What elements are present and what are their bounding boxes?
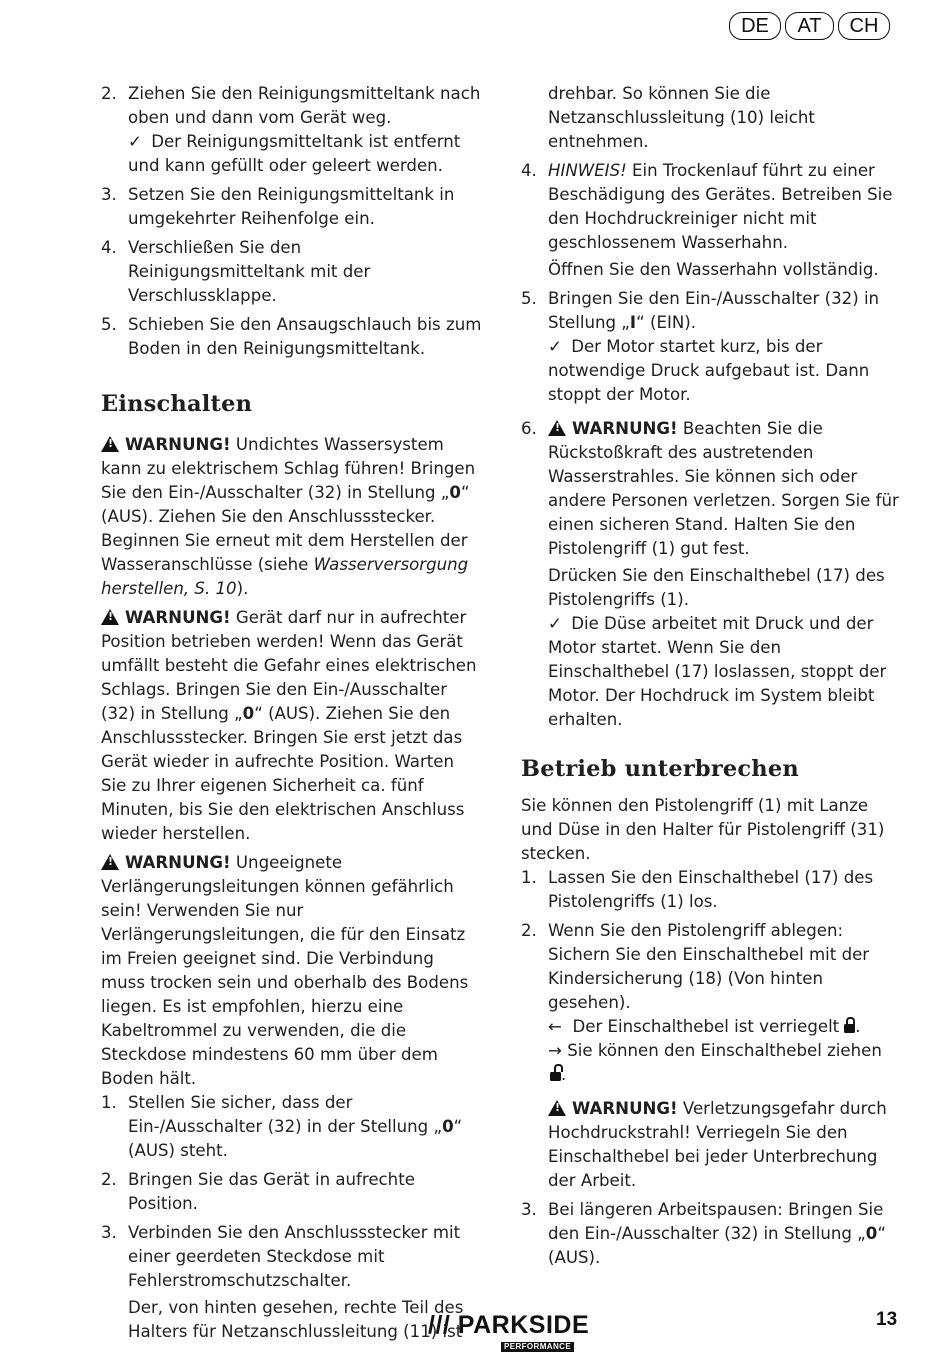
unlock-text: Sie können den Einschalthebel ziehen bbox=[567, 1041, 882, 1060]
section-heading-betrieb-unterbrechen: Betrieb unterbrechen bbox=[521, 756, 799, 782]
list-text: Bei längeren Arbeitspausen: Bringen Sie den Ein-/Ausschalter (32) in Stellung „ bbox=[548, 1200, 884, 1243]
list-text: Bringen Sie den Ein-/Ausschalter (32) in Stellung „ bbox=[548, 289, 880, 332]
warning-triangle-icon bbox=[101, 609, 119, 625]
list-item bbox=[521, 1198, 903, 1270]
punctuation: . bbox=[855, 1017, 861, 1036]
intro-paragraph: Sie können den Pistolengriff (1) mit Lanze und Düse in den Halter für Pistolengriff (31) stecken. bbox=[521, 796, 885, 863]
list-text: Verschließen Sie den Reinigungsmitteltank mit der Verschlussklappe. bbox=[128, 238, 371, 305]
arrow-left-icon: ← bbox=[548, 1017, 562, 1036]
result-line bbox=[521, 335, 903, 407]
warning-triangle-icon bbox=[101, 436, 119, 452]
warning-triangle-icon bbox=[101, 854, 119, 870]
unlock-line bbox=[521, 1039, 903, 1087]
cross-reference: Wasserversorgung herstellen, S. 10 bbox=[101, 555, 469, 598]
parkside-logo bbox=[428, 1311, 590, 1351]
warning-label: WARNUNG! bbox=[125, 608, 231, 627]
list-item bbox=[101, 1221, 483, 1293]
switch-position-zero: 0 bbox=[449, 483, 461, 502]
left-column bbox=[101, 82, 483, 1344]
list-number: 5. bbox=[521, 289, 537, 308]
warning-text: “ (AUS). Ziehen Sie den Anschlussstecker. Beginnen Sie erneut mit dem Herstellen der Wasseranschlüsse (siehe bbox=[101, 483, 470, 574]
list-text: Ein Trockenlauf führt zu einer Beschädigung des Gerätes. Betreiben Sie den Hochdruckreiniger nicht mit geschlossenem Wasserhahn. bbox=[548, 161, 893, 252]
result-line bbox=[521, 612, 903, 732]
list-number: 1. bbox=[101, 1093, 117, 1112]
warning-text: Gerät darf nur in aufrechter Position betrieben werden! Wenn das Gerät umfällt besteht die Gefahr eines elektrischen Schlags. Bringen Sie den Ein-/Ausschalter (32) in Stellung „ bbox=[101, 608, 477, 723]
list-number: 6. bbox=[521, 419, 537, 438]
lang-badge-de: DE bbox=[729, 12, 781, 40]
arrow-right-icon: → bbox=[548, 1041, 562, 1060]
list-item bbox=[521, 159, 903, 255]
warning-label: WARNUNG! bbox=[125, 853, 231, 872]
list-text: “ (EIN). bbox=[636, 313, 696, 332]
lock-icon bbox=[844, 1024, 855, 1033]
unlock-icon bbox=[550, 1072, 561, 1081]
switch-position-zero: 0 bbox=[442, 1117, 454, 1136]
section-heading-einschalten: Einschalten bbox=[101, 391, 253, 417]
lock-line bbox=[521, 1015, 903, 1039]
warning-paragraph bbox=[101, 606, 483, 846]
result-text: Der Motor startet kurz, bis der notwendige Druck aufgebaut ist. Dann stoppt der Motor. bbox=[548, 337, 870, 404]
check-icon: ✓ bbox=[128, 132, 142, 151]
list-continuation: Drücken Sie den Einschalthebel (17) des Pistolengriffs (1). bbox=[548, 566, 885, 609]
list-number: 4. bbox=[101, 238, 117, 257]
lang-badge-at: AT bbox=[785, 12, 834, 40]
warning-triangle-icon bbox=[548, 1100, 566, 1116]
page-number: 13 bbox=[876, 1309, 898, 1330]
list-text: Beachten Sie die Rückstoßkraft des austretenden Wasserstrahles. Sie können sich oder andere Personen verletzen. Sorgen Sie für einen sicheren Stand. Halten Sie den Pistolengriff (1) gut fest. bbox=[548, 419, 899, 558]
list-continuation: drehbar. So können Sie die Netzanschlussleitung (10) leicht entnehmen. bbox=[548, 84, 815, 151]
warning-label: WARNUNG! bbox=[125, 435, 231, 454]
check-icon: ✓ bbox=[548, 337, 562, 356]
list-text: Setzen Sie den Reinigungsmitteltank in umgekehrter Reihenfolge ein. bbox=[128, 185, 455, 228]
warning-triangle-icon bbox=[548, 420, 566, 436]
check-icon: ✓ bbox=[548, 614, 562, 633]
switch-position-zero: 0 bbox=[242, 704, 255, 723]
list-item bbox=[101, 313, 483, 361]
list-text: Verbinden Sie den Anschlussstecker mit einer geerdeten Steckdose mit Fehlerstromschutzschalter. bbox=[128, 1223, 461, 1290]
list-item bbox=[521, 919, 903, 1015]
list-continuation: Der, von hinten gesehen, rechte Teil des Halters für Netzanschlussleitung (11) ist bbox=[128, 1298, 464, 1341]
list-continuation: Öffnen Sie den Wasserhahn vollständig. bbox=[548, 260, 879, 279]
warning-label: WARNUNG! bbox=[572, 1099, 678, 1118]
list-number: 4. bbox=[521, 161, 537, 180]
list-number: 1. bbox=[521, 868, 537, 887]
warning-text: Undichtes Wassersystem kann zu elektrischem Schlag führen! Bringen Sie den Ein-/Ausschalter (32) in Stellung „ bbox=[101, 435, 476, 502]
switch-position-one: I bbox=[629, 313, 637, 332]
warning-text: Verletzungsgefahr durch Hochdruckstrahl! Verriegeln Sie den Einschalthebel bei jeder Unterbrechung der Arbeit. bbox=[548, 1099, 887, 1190]
list-number: 2. bbox=[521, 921, 537, 940]
list-item bbox=[101, 82, 483, 130]
warning-text: “ (AUS). Ziehen Sie den Anschlussstecker. Bringen Sie erst jetzt das Gerät wieder in aufrechte Position. Warten Sie zu Ihrer eigenen Sicherheit ca. fünf Minuten, bis Sie den elektrischen Anschluss wieder herstellen. bbox=[101, 704, 465, 843]
warning-label: WARNUNG! bbox=[572, 419, 678, 438]
list-item bbox=[101, 1168, 483, 1216]
warning-text: Ungeeignete Verlängerungsleitungen können gefährlich sein! Verwenden Sie nur Verlängerungsleitungen, die für den Einsatz im Freien geeignet sind. Die Verbindung muss trocken sein und oberhalb des Bodens liegen. Es ist empfohlen, hierzu eine Kabeltrommel zu verwenden, die die Steckdose mindestens 60 mm über dem Boden hält. bbox=[101, 853, 469, 1088]
warning-text: ). bbox=[236, 579, 249, 598]
list-text: “ (AUS). bbox=[548, 1224, 886, 1267]
brand-subline: PERFORMANCE bbox=[501, 1342, 574, 1352]
list-text: Wenn Sie den Pistolengriff ablegen: Sichern Sie den Einschalthebel mit der Kindersicherung (18) (Von hinten gesehen). bbox=[548, 921, 870, 1012]
list-text: Stellen Sie sicher, dass der Ein-/Ausschalter (32) in der Stellung „ bbox=[128, 1093, 443, 1136]
list-number: 2. bbox=[101, 84, 117, 103]
list-text: Bringen Sie das Gerät in aufrechte Position. bbox=[128, 1170, 415, 1213]
right-column bbox=[521, 82, 903, 1270]
lang-badge-ch: CH bbox=[838, 12, 890, 40]
list-number: 5. bbox=[101, 315, 117, 334]
lock-text: Der Einschalthebel ist verriegelt bbox=[572, 1017, 840, 1036]
warning-paragraph bbox=[521, 1097, 903, 1193]
list-text: “ (AUS) steht. bbox=[128, 1117, 463, 1160]
list-number: 3. bbox=[521, 1200, 537, 1219]
list-item bbox=[101, 183, 483, 231]
brand-name: /// PARKSIDE bbox=[428, 1311, 590, 1339]
switch-position-zero: 0 bbox=[865, 1224, 878, 1243]
list-number: 2. bbox=[101, 1170, 117, 1189]
warning-paragraph bbox=[101, 433, 483, 601]
result-line bbox=[101, 130, 483, 178]
list-text: Schieben Sie den Ansaugschlauch bis zum Boden in den Reinigungsmitteltank. bbox=[128, 315, 482, 358]
list-item bbox=[101, 1091, 483, 1163]
result-text: Der Reinigungsmitteltank ist entfernt und kann gefüllt oder geleert werden. bbox=[128, 132, 461, 175]
result-text: Die Düse arbeitet mit Druck und der Motor startet. Wenn Sie den Einschalthebel (17) loslassen, stoppt der Motor. Der Hochdruck im System bleibt erhalten. bbox=[548, 614, 887, 729]
list-item bbox=[101, 236, 483, 308]
list-number: 3. bbox=[101, 185, 117, 204]
list-item bbox=[521, 417, 903, 561]
punctuation: . bbox=[561, 1065, 567, 1084]
list-item bbox=[521, 866, 903, 914]
warning-paragraph bbox=[101, 851, 483, 1091]
list-number: 3. bbox=[101, 1223, 117, 1242]
list-item bbox=[521, 287, 903, 335]
list-text: Lassen Sie den Einschalthebel (17) des Pistolengriffs (1) los. bbox=[548, 868, 874, 911]
list-text: Ziehen Sie den Reinigungsmitteltank nach oben und dann vom Gerät weg. bbox=[128, 84, 481, 127]
hint-label: HINWEIS! bbox=[548, 161, 627, 180]
